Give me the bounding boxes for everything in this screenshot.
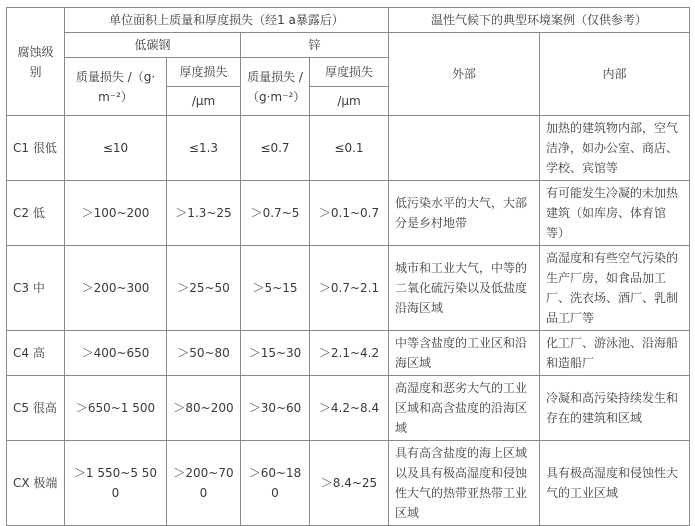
cell-outdoor: 低污染水平的大气，大部分是乡村地带 <box>389 181 540 246</box>
header-zinc-thickness <box>310 58 389 116</box>
cell-indoor: 加热的建筑物内部，空气洁净，如办公室、商店、学校、宾馆等 <box>540 116 690 181</box>
cell-zinc-mass: ≤0.7 <box>241 116 310 181</box>
header-zinc: 锌 <box>241 33 389 58</box>
cell-zinc-thickness: ＞0.1~0.7 <box>310 181 389 246</box>
table-row <box>7 246 690 331</box>
cell-indoor: 有可能发生冷凝的未加热建筑（如库房、体育馆等） <box>540 181 690 246</box>
corrosion-category-table <box>6 7 690 526</box>
cell-outdoor: 具有高含盐度的海上区域以及具有极高湿度和侵蚀性大气的热带亚热带工业区域 <box>389 441 540 526</box>
header-indoor: 内部 <box>540 33 690 116</box>
cell-zinc-mass: ＞5~15 <box>241 246 310 331</box>
cell-steel-thickness: ＞80~200 <box>167 376 241 441</box>
cell-steel-thickness: ＞1.3~25 <box>167 181 241 246</box>
cell-zinc-mass: ＞15~30 <box>241 331 310 376</box>
cell-grade: CX 极端 <box>7 441 65 526</box>
cell-outdoor: 城市和工业大气，中等的二氧化硫污染以及低盐度沿海区域 <box>389 246 540 331</box>
table-row <box>7 181 690 246</box>
cell-indoor: 高湿度和有些空气污染的生产厂房，如食品加工厂、洗衣场、酒厂、乳制品工厂等 <box>540 246 690 331</box>
cell-steel-thickness: ＞50~80 <box>167 331 241 376</box>
header-zinc-thickness-top: 厚度损失 <box>310 59 388 87</box>
header-loss-group: 单位面积上质量和厚度损失（经1 a暴露后） <box>65 8 389 33</box>
cell-steel-mass: ＞400~650 <box>65 331 167 376</box>
header-zinc-thickness-unit: /μm <box>337 93 361 108</box>
cell-zinc-mass: ＞30~60 <box>241 376 310 441</box>
cell-steel-mass: ＞200~300 <box>65 246 167 331</box>
cell-grade: C5 很高 <box>7 376 65 441</box>
cell-steel-mass: ＞100~200 <box>65 181 167 246</box>
cell-indoor: 具有极高湿度和侵蚀性大气的工业区域 <box>540 441 690 526</box>
header-steel-thickness-unit: /μm <box>191 93 216 108</box>
cell-grade: C1 很低 <box>7 116 65 181</box>
header-steel-thickness-top: 厚度损失 <box>167 59 240 87</box>
cell-steel-mass: ＞1 550~5 500 <box>65 441 167 526</box>
cell-indoor: 冷凝和高污染持续发生和存在的建筑和区域 <box>540 376 690 441</box>
cell-steel-mass: ≤10 <box>65 116 167 181</box>
cell-zinc-thickness: ≤0.1 <box>310 116 389 181</box>
cell-zinc-thickness: ＞2.1~4.2 <box>310 331 389 376</box>
cell-grade: C2 低 <box>7 181 65 246</box>
header-zinc-mass: 质量损失 /（g·m⁻²） <box>241 58 310 116</box>
header-steel-mass: 质量损失 /（g·m⁻²） <box>65 58 167 116</box>
cell-indoor: 化工厂、游泳池、沿海船和造船厂 <box>540 331 690 376</box>
header-carbon-steel: 低碳钢 <box>65 33 241 58</box>
cell-outdoor: 高湿度和恶劣大气的工业区域和高含盐度的沿海区域 <box>389 376 540 441</box>
cell-steel-thickness: ≤1.3 <box>167 116 241 181</box>
cell-zinc-thickness: ＞4.2~8.4 <box>310 376 389 441</box>
cell-outdoor <box>389 116 540 181</box>
header-row-2 <box>7 33 690 58</box>
cell-grade: C3 中 <box>7 246 65 331</box>
cell-steel-thickness: ＞25~50 <box>167 246 241 331</box>
header-row-1 <box>7 8 690 33</box>
cell-grade: C4 高 <box>7 331 65 376</box>
cell-zinc-mass: ＞60~180 <box>241 441 310 526</box>
table-row <box>7 441 690 526</box>
cell-zinc-mass: ＞0.7~5 <box>241 181 310 246</box>
table-row <box>7 116 690 181</box>
header-outdoor: 外部 <box>389 33 540 116</box>
table-row <box>7 376 690 441</box>
cell-zinc-thickness: ＞8.4~25 <box>310 441 389 526</box>
cell-steel-mass: ＞650~1 500 <box>65 376 167 441</box>
header-grade: 腐蚀级别 <box>7 8 65 116</box>
header-steel-thickness <box>167 58 241 116</box>
cell-zinc-thickness: ＞0.7~2.1 <box>310 246 389 331</box>
table-row <box>7 331 690 376</box>
cell-outdoor: 中等含盐度的工业区和沿海区域 <box>389 331 540 376</box>
cell-steel-thickness: ＞200~700 <box>167 441 241 526</box>
header-env-group: 温性气候下的典型环境案例（仅供参考） <box>389 8 690 33</box>
